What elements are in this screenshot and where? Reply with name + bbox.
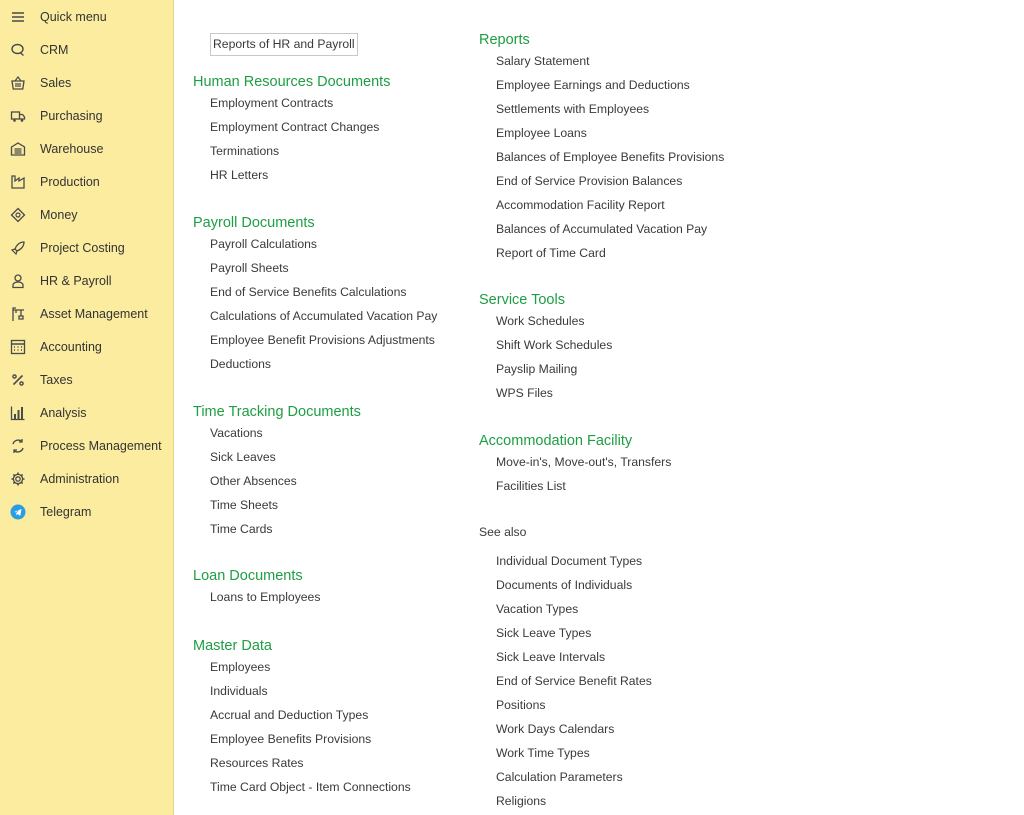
warehouse-icon [10,141,26,157]
truck-icon [10,108,26,124]
gear-icon [10,471,26,487]
sidebar-item-label: Warehouse [40,142,104,156]
nav-link-employee-benefits-provisions[interactable]: Employee Benefits Provisions [210,732,372,746]
sidebar-item-label: Accounting [40,340,102,354]
nav-link-shift-work-schedules[interactable]: Shift Work Schedules [496,338,613,352]
nav-link-end-of-service-benefits-calculations[interactable]: End of Service Benefits Calculations [210,285,407,299]
calculator-icon [10,339,26,355]
section-heading-loan-documents: Loan Documents [193,568,303,584]
nav-link-work-schedules[interactable]: Work Schedules [496,314,585,328]
sidebar-item-project-costing[interactable] [0,232,174,265]
sidebar-item-label: Project Costing [40,241,125,255]
nav-link-balances-of-employee-benefits-provisions[interactable]: Balances of Employee Benefits Provisions [496,150,725,164]
sidebar-item-label: Analysis [40,406,87,420]
nav-link-settlements-with-employees[interactable]: Settlements with Employees [496,102,650,116]
see-also-link-calculation-parameters[interactable]: Calculation Parameters [496,770,623,784]
sidebar-item-label: Telegram [40,505,92,519]
nav-link-wps-files[interactable]: WPS Files [496,386,553,400]
section-heading-time-tracking-documents: Time Tracking Documents [193,404,361,420]
nav-link-payroll-sheets[interactable]: Payroll Sheets [210,261,289,275]
sidebar [0,0,174,815]
telegram-icon [10,504,26,520]
chat-icon [10,42,26,58]
sidebar-item-label: Process Management [40,439,162,453]
sidebar-item-administration[interactable] [0,463,174,496]
see-also-link-sick-leave-intervals[interactable]: Sick Leave Intervals [496,650,606,664]
sidebar-item-label: Money [40,208,78,222]
see-also-link-religions[interactable]: Religions [496,794,547,808]
nav-link-vacations[interactable]: Vacations [210,426,263,440]
sidebar-item-asset-management[interactable] [0,298,174,331]
sidebar-item-purchasing[interactable] [0,100,174,133]
nav-link-calculations-of-accumulated-vacation-pay[interactable]: Calculations of Accumulated Vacation Pay [210,309,438,323]
nav-link-accrual-and-deduction-types[interactable]: Accrual and Deduction Types [210,708,369,722]
sidebar-item-sales[interactable] [0,67,174,100]
section-heading-human-resources-documents: Human Resources Documents [193,74,391,90]
section-heading-service-tools: Service Tools [479,292,565,308]
nav-link-time-card-object-item-connections[interactable]: Time Card Object - Item Connections [210,780,411,794]
nav-link-facilities-list[interactable]: Facilities List [496,479,566,493]
see-also-link-sick-leave-types[interactable]: Sick Leave Types [496,626,592,640]
person-icon [10,273,26,289]
see-also-link-individual-document-types[interactable]: Individual Document Types [496,554,643,568]
nav-link-terminations[interactable]: Terminations [210,144,280,158]
nav-link-time-cards[interactable]: Time Cards [210,522,273,536]
nav-link-sick-leaves[interactable]: Sick Leaves [210,450,276,464]
sidebar-item-accounting[interactable] [0,331,174,364]
nav-link-balances-of-accumulated-vacation-pay[interactable]: Balances of Accumulated Vacation Pay [496,222,708,236]
sidebar-item-warehouse[interactable] [0,133,174,166]
nav-link-loans-to-employees[interactable]: Loans to Employees [210,590,321,604]
nav-link-hr-letters[interactable]: HR Letters [210,168,269,182]
cycle-icon [10,438,26,454]
percent-icon [10,372,26,388]
sidebar-item-taxes[interactable] [0,364,174,397]
nav-link-time-sheets[interactable]: Time Sheets [210,498,278,512]
nav-link-other-absences[interactable]: Other Absences [210,474,297,488]
sidebar-item-hr-payroll[interactable] [0,265,174,298]
sidebar-item-label: HR & Payroll [40,274,112,288]
see-also-link-work-days-calendars[interactable]: Work Days Calendars [496,722,615,736]
factory-icon [10,174,26,190]
nav-link-payslip-mailing[interactable]: Payslip Mailing [496,362,578,376]
sidebar-item-production[interactable] [0,166,174,199]
sidebar-item-label: Administration [40,472,120,486]
nav-link-individuals[interactable]: Individuals [210,684,268,698]
see-also-label: See also [479,525,527,539]
nav-link-employment-contract-changes[interactable]: Employment Contract Changes [210,120,380,134]
see-also-link-work-time-types[interactable]: Work Time Types [496,746,590,760]
see-also-link-documents-of-individuals[interactable]: Documents of Individuals [496,578,633,592]
crane-icon [10,306,26,322]
nav-link-resources-rates[interactable]: Resources Rates [210,756,304,770]
sidebar-item-label: Production [40,175,100,189]
section-heading-accommodation-facility: Accommodation Facility [479,433,633,449]
sidebar-item-label: Asset Management [40,307,148,321]
rocket-icon [10,240,26,256]
sidebar-item-telegram[interactable] [0,496,174,529]
see-also-link-positions[interactable]: Positions [496,698,546,712]
sidebar-item-label: Purchasing [40,109,103,123]
sidebar-item-label: Quick menu [40,10,107,24]
nav-link-payroll-calculations[interactable]: Payroll Calculations [210,237,318,251]
nav-link-employees[interactable]: Employees [210,660,271,674]
nav-link-employee-loans[interactable]: Employee Loans [496,126,587,140]
nav-link-end-of-service-provision-balances[interactable]: End of Service Provision Balances [496,174,683,188]
see-also-link-end-of-service-benefit-rates[interactable]: End of Service Benefit Rates [496,674,652,688]
sidebar-item-money[interactable] [0,199,174,232]
section-heading-master-data: Master Data [193,638,272,654]
nav-link-salary-statement[interactable]: Salary Statement [496,54,590,68]
sidebar-item-analysis[interactable] [0,397,174,430]
sidebar-item-label: CRM [40,43,69,57]
nav-link-employee-earnings-and-deductions[interactable]: Employee Earnings and Deductions [496,78,690,92]
bar-chart-icon [10,405,26,421]
money-icon [10,207,26,223]
nav-link-employment-contracts[interactable]: Employment Contracts [210,96,334,110]
basket-icon [10,75,26,91]
menu-icon [10,9,26,25]
nav-link-deductions[interactable]: Deductions [210,357,271,371]
nav-link-employee-benefit-provisions-adjustments[interactable]: Employee Benefit Provisions Adjustments [210,333,435,347]
nav-link-accommodation-facility-report[interactable]: Accommodation Facility Report [496,198,665,212]
section-heading-reports: Reports [479,32,530,48]
sidebar-item-process-management[interactable] [0,430,174,463]
sidebar-item-label: Taxes [40,373,73,387]
see-also-link-vacation-types[interactable]: Vacation Types [496,602,579,616]
reports-hr-payroll-link[interactable]: Reports of HR and Payroll [210,33,358,56]
nav-link-report-of-time-card[interactable]: Report of Time Card [496,246,606,260]
sidebar-item-crm[interactable] [0,34,174,67]
nav-link-move-in-s-move-out-s-transfers[interactable]: Move-in's, Move-out's, Transfers [496,455,672,469]
sidebar-item-quick-menu[interactable] [0,1,174,34]
sidebar-item-label: Sales [40,76,72,90]
section-heading-payroll-documents: Payroll Documents [193,215,315,231]
